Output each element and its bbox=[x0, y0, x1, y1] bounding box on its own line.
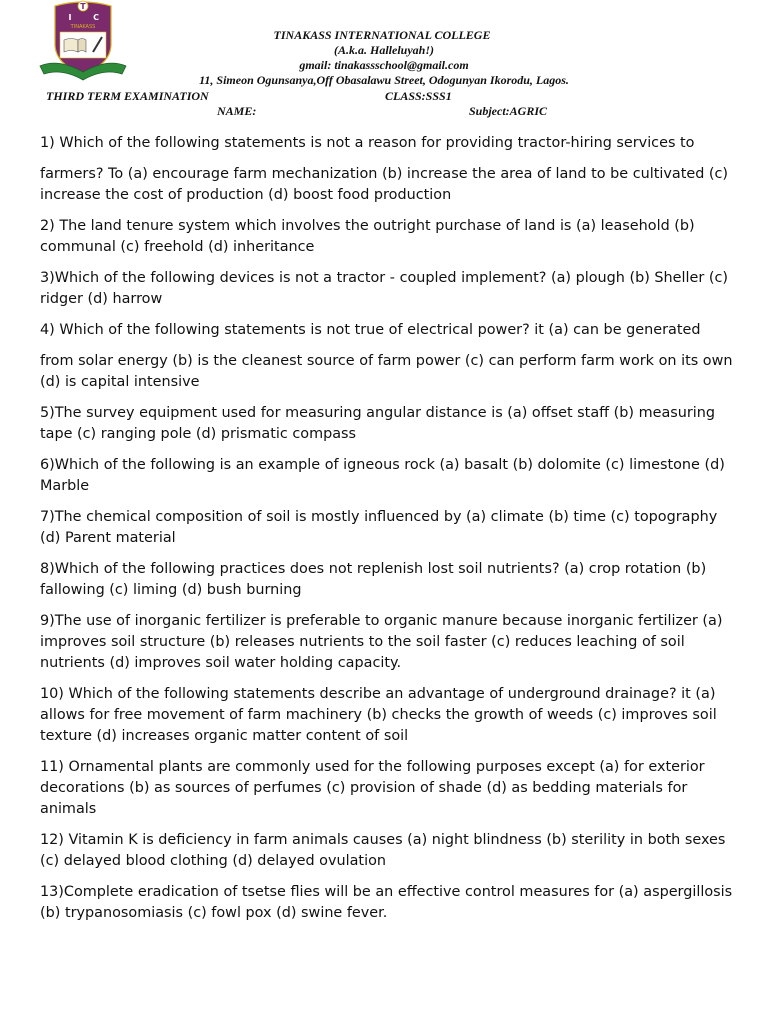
question-item: 1) Which of the following statements is not a reason for providing tractor-hiring services to bbox=[40, 135, 695, 151]
school-name: TINAKASS INTERNATIONAL COLLEGE bbox=[273, 28, 491, 42]
question-item: farmers? To (a) encourage farm mechanization (b) increase the area of land to be cultivated (c) increase the cost of production (d) boost food production bbox=[40, 166, 729, 203]
question-item: 3)Which of the following devices is not a tractor - coupled implement? (a) plough (b) Sheller (c) ridger (d) harrow bbox=[40, 270, 728, 307]
question-item: 13)Complete eradication of tsetse flies will be an effective control measures for (a) aspergillosis (b) trypanosomiasis (c) fowl pox (d) swine fever. bbox=[40, 884, 733, 921]
question-list bbox=[40, 133, 735, 934]
school-email: gmail: tinakassschool@gmail.com bbox=[299, 58, 469, 72]
crest-letter-c: C bbox=[93, 13, 99, 22]
question-item: from solar energy (b) is the cleanest source of farm power (c) can perform farm work on its own (d) is capital intensive bbox=[40, 353, 733, 390]
crest-text: TINAKASS bbox=[70, 24, 96, 30]
question-item: 6)Which of the following is an example of igneous rock (a) basalt (b) dolomite (c) limestone (d) Marble bbox=[40, 457, 725, 494]
question-item: 7)The chemical composition of soil is mostly influenced by (a) climate (b) time (c) topography (d) Parent material bbox=[40, 509, 718, 546]
school-address: 11, Simeon Ogunsanya,Off Obasalawu Street, Odogunyan Ikorodu, Lagos. bbox=[199, 73, 569, 87]
question-item: 10) Which of the following statements describe an advantage of underground drainage? it (a) allows for free movement of farm machinery (b) checks the growth of weeds (c) improves soil texture (d) increases organic matter content of soil bbox=[40, 686, 717, 744]
crest-letter-i: I bbox=[68, 13, 72, 22]
question-item: 12) Vitamin K is deficiency in farm animals causes (a) night blindness (b) sterility in both sexes (c) delayed blood clothing (d) delayed ovulation bbox=[40, 832, 726, 869]
question-item: 4) Which of the following statements is not true of electrical power? it (a) can be generated bbox=[40, 322, 701, 338]
name-label: NAME: bbox=[217, 104, 257, 118]
exam-title: THIRD TERM EXAMINATION bbox=[46, 89, 209, 103]
question-item: 5)The survey equipment used for measuring angular distance is (a) offset staff (b) measuring tape (c) ranging pole (d) prismatic compass bbox=[40, 405, 716, 442]
subject-label: Subject:AGRIC bbox=[469, 104, 548, 118]
question-item: 11) Ornamental plants are commonly used for the following purposes except (a) for exterior decorations (b) as sources of perfumes (c) provision of shade (d) as bedding materials for animals bbox=[40, 759, 705, 817]
question-item: 9)The use of inorganic fertilizer is preferable to organic manure because inorganic fertilizer (a) improves soil structure (b) releases nutrients to the soil faster (c) reduces leaching of soil nutrients (d) improves soil water holding capacity. bbox=[40, 613, 723, 671]
question-item: 2) The land tenure system which involves the outright purchase of land is (a) leasehold (b) communal (c) freehold (d) inheritance bbox=[40, 218, 695, 255]
question-item: 8)Which of the following practices does not replenish lost soil nutrients? (a) crop rotation (b) fallowing (c) liming (d) bush burning bbox=[40, 561, 707, 598]
class-label: CLASS:SSS1 bbox=[385, 89, 452, 103]
school-header bbox=[0, 28, 768, 88]
school-aka: (A.k.a. Halleluyah!) bbox=[333, 43, 434, 57]
exam-info-row bbox=[0, 89, 768, 119]
crest-letter-t: T bbox=[80, 2, 86, 11]
